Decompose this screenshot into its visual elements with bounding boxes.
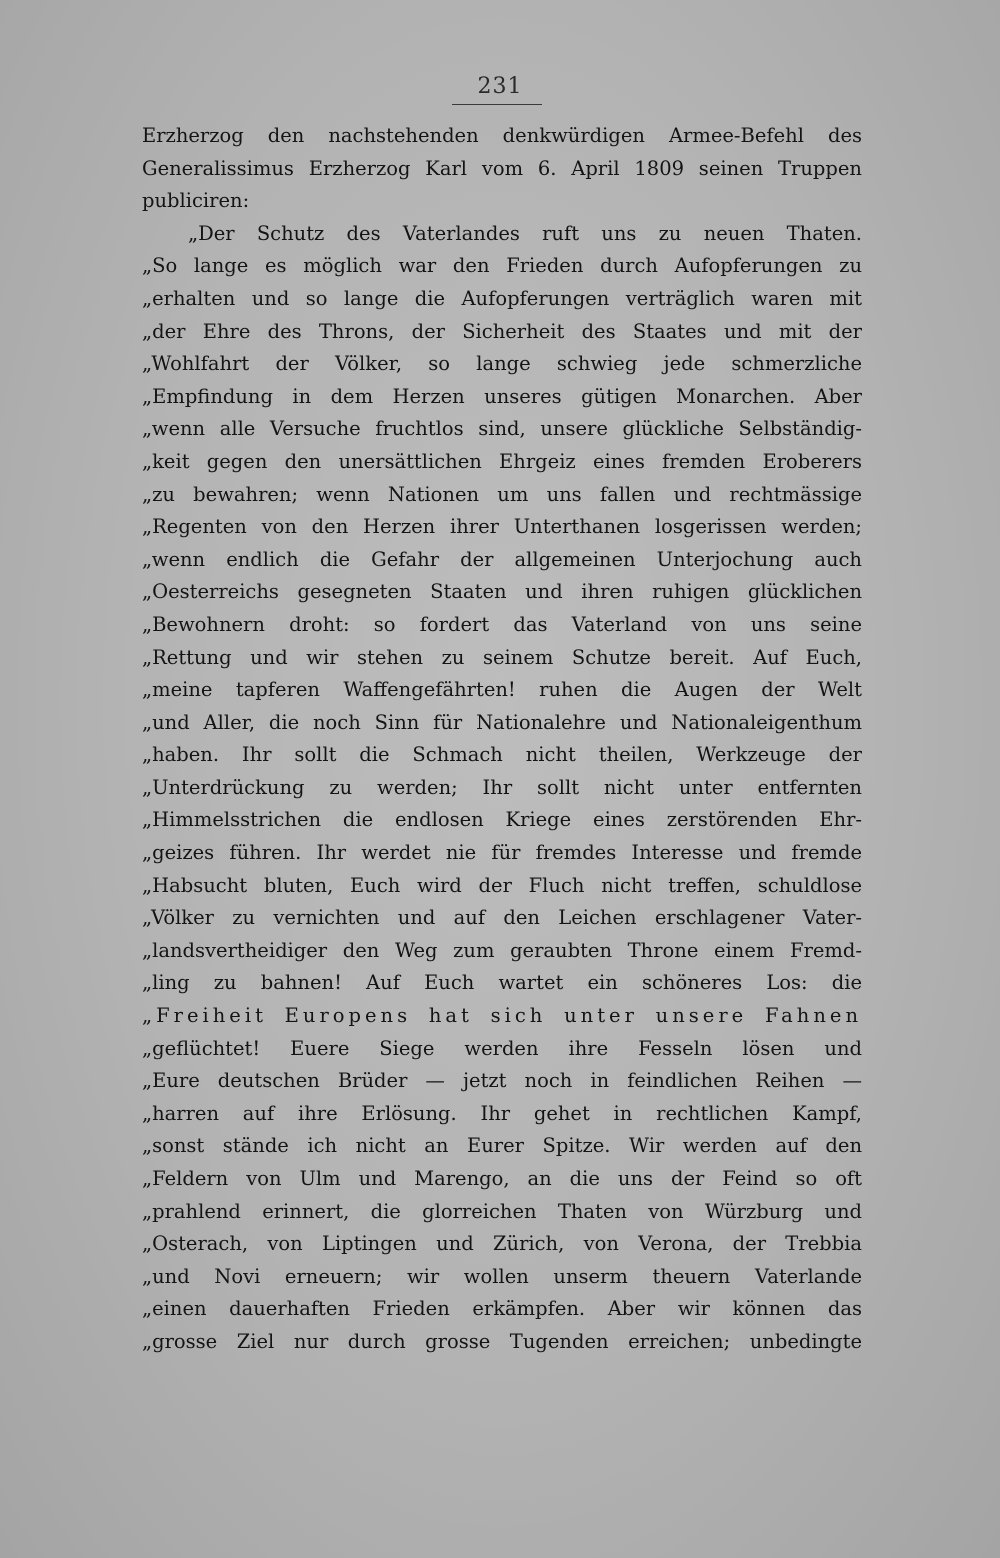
text-line: „ling zu bahnen! Auf Euch wartet ein schöneres Los: die <box>142 971 862 995</box>
text-line: „wenn endlich die Gefahr der allgemeinen Unterjochung auch <box>142 547 862 571</box>
text-line: „und Novi erneuern; wir wollen unserm theuern Vaterlande <box>142 1264 862 1288</box>
page-number-rule <box>452 104 542 105</box>
text-line: „Osterach, von Liptingen und Zürich, von Verona, der Trebbia <box>142 1232 862 1256</box>
text-line: „prahlend erinnert, die glorreichen Thaten von Würzburg und <box>142 1199 862 1223</box>
text-line: „wenn alle Versuche fruchtlos sind, unsere glückliche Selbständig- <box>142 417 862 441</box>
text-line: „keit gegen den unersättlichen Ehrgeiz eines fremden Eroberers <box>142 449 862 473</box>
text-line: „Eure deutschen Brüder — jetzt noch in feindlichen Reihen — <box>142 1069 862 1093</box>
text-line: „Rettung und wir stehen zu seinem Schutze bereit. Auf Euch, <box>142 645 862 669</box>
text-line: „haben. Ihr sollt die Schmach nicht theilen, Werkzeuge der <box>142 743 862 767</box>
text-line: „Unterdrückung zu werden; Ihr sollt nicht unter entfernten <box>142 775 862 799</box>
text-line: „Bewohnern droht: so fordert das Vaterland von uns seine <box>142 612 862 636</box>
text-line: „Der Schutz des Vaterlandes ruft uns zu neuen Thaten. <box>188 221 862 245</box>
text-line: „Völker zu vernichten und auf den Leichen erschlagener Vater- <box>142 906 862 930</box>
text-line: „und Aller, die noch Sinn für Nationalehre und Nationaleigenthum <box>142 710 862 734</box>
text-line: Erzherzog den nachstehenden denkwürdigen Armee-Befehl des <box>142 124 862 147</box>
text-line: „Empfindung in dem Herzen unseres gütigen Monarchen. Aber <box>142 384 862 408</box>
text-line: „landsvertheidiger den Weg zum geraubten Throne einem Fremd- <box>142 938 862 962</box>
text-line: „geizes führen. Ihr werdet nie für fremdes Interesse und fremde <box>142 841 862 865</box>
text-line: „Himmelsstrichen die endlosen Kriege eines zerstörenden Ehr- <box>142 808 862 832</box>
text-line: „geflüchtet! Euere Siege werden ihre Fesseln lösen und <box>142 1036 862 1060</box>
text-line: „einen dauerhaften Frieden erkämpfen. Aber wir können das <box>142 1297 862 1321</box>
text-line: „Regenten von den Herzen ihrer Unterthanen losgerissen werden; <box>142 515 862 539</box>
text-line: „Habsucht bluten, Euch wird der Fluch nicht treffen, schuldlose <box>142 873 862 897</box>
text-line: „Freiheit Europens hat sich unter unsere Fahnen <box>142 1004 862 1028</box>
text-line: „So lange es möglich war den Frieden durch Aufopferungen zu <box>142 254 862 278</box>
text-line: „Wohlfahrt der Völker, so lange schwieg jede schmerzliche <box>142 352 862 376</box>
text-line: „Feldern von Ulm und Marengo, an die uns der Feind so oft <box>142 1167 862 1190</box>
text-line: publiciren: <box>142 189 250 213</box>
text-line: „grosse Ziel nur durch grosse Tugenden erreichen; unbedingte <box>142 1329 862 1353</box>
page-number: 231 <box>477 74 523 99</box>
text-line: „Oesterreichs gesegneten Staaten und ihren ruhigen glücklichen <box>142 580 862 604</box>
text-line: „harren auf ihre Erlösung. Ihr gehet in rechtlichen Kampf, <box>142 1101 862 1125</box>
text-line: „zu bewahren; wenn Nationen um uns fallen und rechtmässige <box>142 482 862 506</box>
text-line: Generalissimus Erzherzog Karl vom 6. April 1809 seinen Truppen <box>142 156 862 180</box>
text-line: „erhalten und so lange die Aufopferungen verträglich waren mit <box>142 286 862 310</box>
text-line: „der Ehre des Throns, der Sicherheit des Staates und mit der <box>142 319 862 343</box>
text-line: „sonst stände ich nicht an Eurer Spitze. Wir werden auf den <box>142 1134 862 1158</box>
body-text <box>142 120 862 1359</box>
text-line: „meine tapferen Waffengefährten! ruhen die Augen der Welt <box>142 678 862 702</box>
